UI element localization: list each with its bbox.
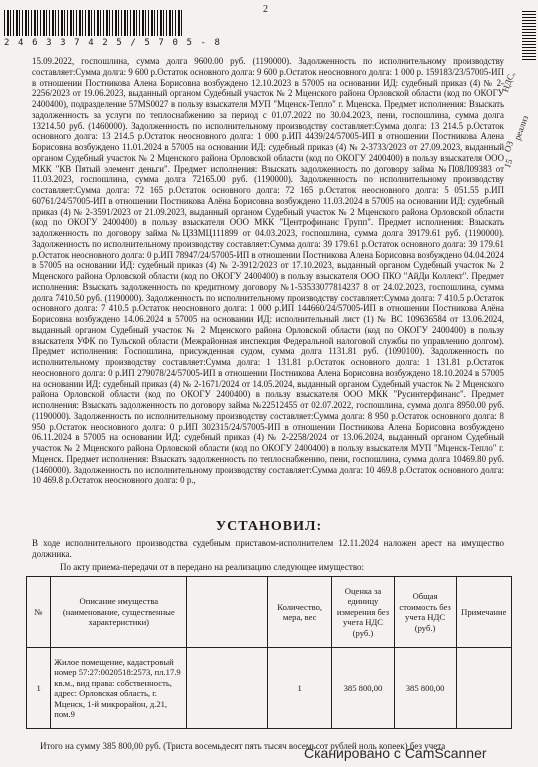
header-unit-price: Оценка за единицу измерения без учета НДС (руб.) [332, 577, 394, 648]
page-number: 2 [263, 4, 268, 15]
cell-unit-price: 385 800,00 [332, 648, 394, 729]
header-empty [187, 577, 268, 648]
side-note: реализ [512, 113, 531, 142]
paragraph: 15.09.2022, госпошлина, сумма долга 9600.00 руб. (1190000). Задолженность по исполнительному производству составляет:Сумма долга: 9 600 р.Остаток основного долга: 9 600 р.Остаток неосновного долга: 1 000 р. 159183/23/57005-ИП в отношении Постникова Алена Борисовна возбуждено 12.10.2023 в 57005 на основании ИД: судебный приказ (4) № 2-2256/2023 от 19.06.2023, выданный органом Судебный участок № 2 Мценского района Орловской области (код по ОКОГУ 2400400), подразделение 57МS0027 в пользу взыскателя МУП "Мценск-Тепло" г. Мценска. Предмет исполнения: Взыскать задолженность за услуги по теплоснабжению за период с 01.07.2022 по 30.04.2023, пени, госпошлина, сумма долга 13214.50 руб. (1460000). Задолженность по исполнительному производству составляет:Сумма долга: 13 214.5 р.Остаток основного долга: 13 214.5 р.Остаток неосновного долга: 1 000 р.ИП 4439/24/57005-ИП в отношении Постникова Алена Борисовна возбуждено 11.01.2024 в 57005 на основании ИД: судебный приказ (4) № 2-3733/2023 от 27.09.2023, выданный органом Судебный участок № 2 Мценского района Орловской области (код по ОКОГУ 2400400) в пользу взыскателя ООО МКК "КВ Пятый элемент деньги". Предмет исполнения: Взыскать задолженность по договору займа №П08Л09383 от 11.03.2023, госпошлина, сумма долга 72165.00 руб. (1190000). Задолженность по исполнительному производству составляет:Сумма долга: 72 165 р.Остаток основного долга: 72 165 р.Остаток неосновного долга: 5 051.55 р.ИП 60761/24/57005-ИП в отношении Постникова Алёна Борисовна возбуждено 11.03.2024 в 57005 на основании ИД: судебный приказ (4) № 2-3591/2023 от 21.09.2023, выданный органом Судебный участок № 2 Мценского района Орловской области (код по ОКОГУ 2400400) в пользу взыскателя ООО МКК "Центрофинанс Групп". Предмет исполнения: Взыскать задолженность по договору займа №ЦЗЗМЦ111899 от 04.03.2023, госпошлина, сумма долга 39179.61 руб. (1190000). Задолженность по исполнительному производству составляет:Сумма долга: 39 179.61 р.Остаток основного долга: 39 179.61 р.Остаток неосновного долга: 0 р.ИП 78947/24/57005-ИП в отношении Постникова Алена Борисовна возбуждено 04.04.2024 в 57005 на основании ИД: судебный приказ (4) № 2-3912/2023 от 17.10.2023, выданный органом Судебный участок № 2 Мценского района Орловской области (код по ОКОГУ 2400400) в пользу взыскателя ООО ПКО "АйДи Коллект". Предмет исполнения: Взыскать задолженность по кредитному договору №1-53533077814237 8 от 24.02.2023, госпошлина, сумма долга 7410.50 руб. (1190000). Задолженность по исполнительному производству составляет:Сумма долга: 7 410.5 р.Остаток основного долга: 7 410.5 р.Остаток неосновного долга: 1 000 р.ИП 144660/24/57005-ИП в отношении Постникова Алёна Борисовна возбуждено 14.06.2024 в 57005 на основании ИД: исполнительный лист (1) № ВС 109636584 от 13.06.2024, выданный органом Судебный участок № 2 Мценского района Орловской области (код по ОКОГУ 2400400) в пользу взыскателя УФК по Тульской области (Межрайонная инспекция Федеральной налоговой службы по управлению долгом). Предмет исполнения: Госпошлина, присужденная судом, сумма долга 1131.81 руб. (1090100). Задолженность по исполнительному производству составляет:Сумма долга: 1 131.81 р.Остаток основного долга: 1 131.81 р.Остаток неосновного долга: 0 р.ИП 279078/24/57005-ИП в отношении Постникова Алена Борисовна возбуждено 18.10.2024 в 57005 на основании ИД: судебный приказ (4) № 2-1671/2024 от 14.05.2024, выданный органом Судебный участок № 2 Мценского района Орловской области (код по ОКОГУ 2400400) в пользу взыскателя ООО МКК "Русинтерфинанс". Предмет исполнения: Взыскать задолженность по договору займа №22512455 от 02.07.2022, госпошлина, сумма долга 8950.00 руб. (1190000). Задолженность по исполнительному производству составляет:Сумма долга: 8 950 р.Остаток основного долга: 8 950 р.Остаток неосновного долга: 0 р.ИП 302315/24/57005-ИП в отношении Постникова Алена Борисовна возбуждено 06.11.2024 в 57005 на основании ИД: судебный приказ (4) № 2-2258/2024 от 13.06.2024, выданный органом Судебный участок № 2 Мценского района Орловской области (код по ОКОГУ 2400400) в пользу взыскателя МУП "Мценск-Тепло" г. Мценск. Предмет исполнения: Взыскать задолженность по теплоснабжению, пени, госпошлина, сумма долга 10469.80 руб. (1460000). Задолженность по исполнительному производству составляет:Сумма долга: 10 469.8 р.Остаток основного долга: 10 469.8 р.Остаток неосновного долга: 0 р., [32, 56, 504, 486]
side-note: НДС, [500, 70, 517, 94]
property-table [26, 576, 512, 729]
side-note: ОЗ [502, 139, 516, 154]
side-note: 15 [502, 157, 515, 170]
enforcement-list-text [32, 56, 504, 486]
header-quantity: Количество, мера, вес [267, 577, 331, 648]
table-row [27, 648, 512, 729]
header-description: Описание имущества (наименование, существенные характеристики) [51, 577, 187, 648]
barcode-image [4, 10, 184, 36]
header-note: Примечание [456, 577, 511, 648]
camscanner-watermark: Сканировано с CamScanner [304, 745, 487, 761]
table-header-row [27, 577, 512, 648]
cell-number: 1 [27, 648, 51, 729]
transfer-paragraph: По акту приема-передачи от в передано на реализацию следующее имущество: [60, 562, 365, 572]
header-number: № [27, 577, 51, 648]
cell-total: 385 800,00 [394, 648, 456, 729]
total-line: Итого на сумму 385 800,00 руб. (Триста восемьдесят пять тысяч восемьсот рублей ноль копеек) без учета [40, 741, 446, 751]
section-heading: УСТАНОВИЛ: [215, 519, 323, 534]
barcode-number: 2 4 6 3 3 7 4 2 5 / 5 7 0 5 - 8 [4, 38, 222, 48]
cell-quantity: 1 [267, 648, 331, 729]
cell-description: Жилое помещение, кадастровый номер 57:27:0020518:2573, пл.17.9 кв.м., вид права: собственность, адрес: Орловская область, г. Мценск, 1-й микрорайон, д.21, пом.9 [51, 648, 187, 729]
cell-empty [187, 648, 268, 729]
cell-note [456, 648, 511, 729]
header-total: Общая стоимость без учета НДС (руб.) [394, 577, 456, 648]
side-notes [498, 20, 538, 170]
arrest-paragraph: В ходе исполнительного производства судебным приставом-исполнителем 12.11.2024 наложен арест на имущество должника. [32, 538, 504, 559]
